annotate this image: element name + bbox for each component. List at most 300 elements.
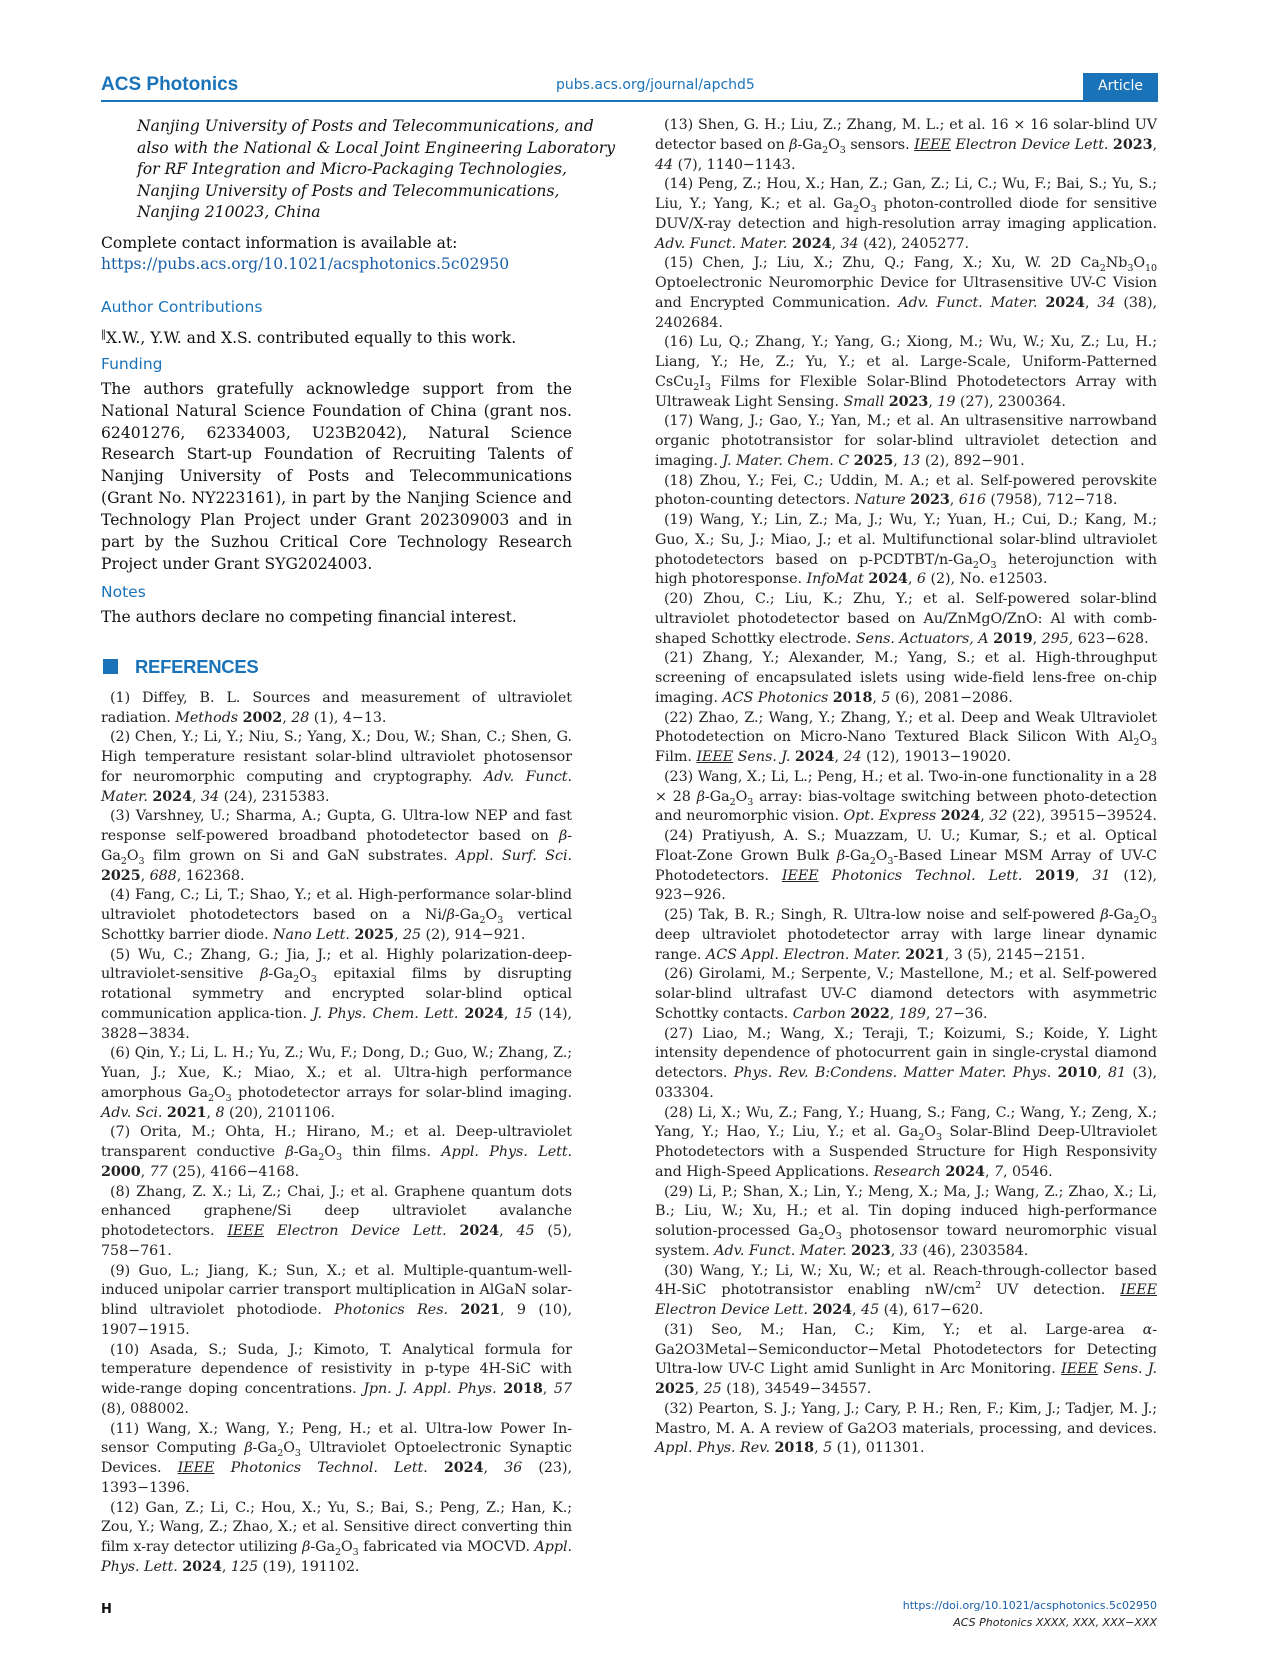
references-heading [101, 656, 572, 678]
reference-text-segment: (14), 3828−3834. [101, 1005, 572, 1042]
reference-item [655, 590, 1157, 649]
reference-text-segment: Sens. Actuators, A [855, 630, 989, 647]
reference-text-segment: O [978, 551, 991, 568]
reference-item [655, 649, 1157, 708]
reference-text-segment: 34 [840, 235, 859, 252]
reference-text-segment: 3 [1127, 263, 1134, 275]
reference-text-segment: IEEE [914, 136, 951, 153]
reference-text-segment: Opt. Express [843, 808, 937, 825]
reference-text-segment: 2019 [1035, 867, 1075, 884]
contact-link[interactable]: https://pubs.acs.org/10.1021/acsphotonics.5c02950 [101, 255, 510, 273]
reference-item [655, 412, 1157, 471]
reference-text-segment: β [244, 1440, 253, 1457]
notes-text: The authors declare no competing financial interest. [101, 607, 517, 626]
reference-text-segment: , [980, 808, 990, 825]
reference-text-segment: Carbon [792, 1005, 846, 1022]
reference-text-segment: 8 [215, 1104, 225, 1121]
reference-text-segment: -Ga [845, 847, 870, 864]
references-heading-label: REFERENCES [135, 655, 259, 677]
reference-text-segment: , [140, 867, 150, 884]
reference-text-segment: Film. [655, 749, 697, 765]
reference-text-segment: (10) Asada, S.; Suda, J.; Kimoto, T. Analytical formula for temperature dependence of resistivity in p-type 4H-SiC with wide-range doping concentrations. [101, 1341, 572, 1397]
reference-text-segment: , [814, 1440, 824, 1457]
reference-text-segment: Electron Device Lett. [950, 136, 1109, 153]
reference-text-segment: IEEE [781, 867, 819, 884]
equal-contribution-marker: ‖ [101, 328, 106, 340]
reference-text-segment: 2024 [794, 749, 835, 765]
contribution-statement: X.W., Y.W. and X.S. contributed equally to this work. [106, 328, 517, 347]
reference-text-segment: , [893, 452, 903, 469]
reference-text-segment: (9) Guo, L.; Jiang, K.; Sun, X.; et al. Multiple-quantum-well-induced unipolar carrier transport multiplication in AlGaN solar-blind ultraviolet photodiode. [101, 1262, 572, 1318]
reference-text-segment: (30) Wang, Y.; Li, W.; Xu, W.; et al. Reach-through-collector based 4H-SiC phototransistor enabling nW/cm [655, 1262, 1157, 1299]
reference-text-segment: , [140, 1163, 150, 1180]
reference-text-segment: , [852, 1302, 862, 1318]
reference-text-segment: 3 [704, 381, 711, 393]
reference-text-segment: 2 [975, 1280, 982, 1292]
reference-text-segment: -Ga [293, 1144, 319, 1160]
reference-text-segment: IEEE [227, 1223, 265, 1239]
reference-text-segment: (12) Gan, Z.; Li, C.; Hou, X.; Yu, S.; Bai, S.; Peng, Z.; Han, K.; Zou, Y.; Wang, Z.; Zhao, X.; et al. Sensitive direct converting thin film x-ray detector utilizing [101, 1499, 572, 1555]
reference-text-segment: Sens. J. [1097, 1361, 1157, 1378]
reference-text-segment: , [483, 1460, 505, 1476]
reference-text-segment: 10 [1145, 263, 1157, 275]
reference-text-segment: , [984, 1163, 994, 1180]
page-header [101, 74, 1158, 102]
reference-text-segment: Photonics Res. [334, 1302, 448, 1318]
reference-text-segment: 2002 [242, 709, 283, 726]
doi-link[interactable]: https://doi.org/10.1021/acsphotonics.5c02950 [902, 1599, 1157, 1612]
reference-text-segment: 2018 [774, 1440, 815, 1457]
reference-text-segment: I [699, 373, 705, 390]
reference-text-segment: , 27−36. [925, 1005, 988, 1022]
reference-text-segment: 2024 [791, 235, 832, 252]
reference-text-segment: 2 [869, 855, 876, 867]
reference-text-segment: (4) Fang, C.; Li, T.; Shao, Y.; et al. High-performance solar-blind ultraviolet photodetectors based on a Ni/ [101, 887, 572, 923]
reference-item [655, 768, 1157, 827]
reference-text-segment: 2024 [459, 1223, 500, 1239]
reference-text-segment: (14) Peng, Z.; Hou, X.; Han, Z.; Gan, Z.; Li, C.; Wu, F.; Bai, S.; Yu, S.; Liu, Y.; Yang, K.; et al. Ga [655, 176, 1157, 212]
reference-text-segment: Adv. Funct. Mater. [101, 768, 572, 805]
reference-text-segment: (38), 2402684. [655, 294, 1157, 331]
reference-text-segment: 2024 [443, 1460, 484, 1476]
reference-text-segment: β [559, 828, 568, 844]
reference-text-segment: , [503, 1005, 515, 1022]
reference-text-segment: O [299, 966, 311, 983]
reference-text-segment: thin films. [341, 1144, 442, 1160]
reference-text-segment: O [283, 1440, 295, 1457]
reference-text-segment: β [285, 1144, 294, 1160]
reference-text-segment: , [928, 393, 938, 410]
reference-text-segment: , [872, 689, 882, 706]
reference-text-segment: 3 [352, 1546, 359, 1558]
reference-text-segment: 25 [402, 926, 422, 943]
author-contributions-text [101, 324, 572, 349]
page-number: H [101, 1602, 112, 1617]
reference-item [101, 1420, 572, 1499]
reference-text-segment: 32 [989, 808, 1008, 825]
reference-item [655, 1183, 1157, 1262]
reference-text-segment: (2), 892−901. [920, 452, 1025, 469]
reference-text-segment: , [889, 1005, 899, 1022]
reference-text-segment: 2025 [655, 1381, 695, 1397]
reference-text-segment: , [890, 1242, 900, 1259]
reference-text-segment: 81 [1107, 1065, 1127, 1081]
contact-label: Complete contact information is available at: [101, 233, 458, 252]
reference-item [101, 946, 572, 1045]
reference-text-segment: epitaxial films by disrupting rotational symmetry and encrypted solar-blind optical communication applica-tion. [101, 966, 573, 1022]
reference-text-segment: 6 [916, 571, 926, 588]
reference-text-segment: β [696, 788, 705, 805]
affiliation [137, 116, 616, 224]
reference-text-segment: 2 [918, 1132, 925, 1144]
reference-text-segment: 2021 [905, 946, 945, 963]
reference-text-segment: (26) Girolami, M.; Serpente, V.; Mastellone, M.; et al. Self-powered solar-blind ultrafast UV-C diamond detectors with asymmetric Schottky contacts. [655, 966, 1157, 1022]
reference-text-segment: Solar-Blind Deep-Ultraviolet Photodetectors with a Suspended Structure for High Responsivity and High-Speed Applications. [655, 1124, 1157, 1180]
reference-text-segment: ACS Photonics [722, 689, 829, 706]
reference-text-segment: 189 [898, 1005, 926, 1022]
reference-text-segment: , [191, 788, 201, 805]
reference-text-segment: 688 [149, 867, 177, 884]
reference-text-segment: photosensor toward neuromorphic visual system. [655, 1223, 1158, 1259]
reference-text-segment: Nb [1105, 255, 1128, 272]
reference-text-segment: 2 [972, 559, 979, 571]
reference-text-segment: (4), 617−620. [879, 1302, 984, 1318]
reference-text-segment: (16) Lu, Q.; Zhang, Y.; Yang, G.; Xiong, M.; Wu, W.; Xu, Z.; Lu, H.; Liang, Y.; He, Z.; Yu, Y.; et al. Large-Scale, Uniform-Patterned CsCu [655, 334, 1157, 390]
reference-text-segment: InfoMat [806, 571, 864, 588]
reference-text-segment: 2 [318, 1151, 325, 1163]
reference-text-segment: 2 [1133, 737, 1140, 749]
reference-item [655, 827, 1157, 906]
reference-text-segment: 25 [703, 1381, 722, 1397]
reference-text-segment: IEEE [1120, 1282, 1157, 1299]
reference-text-segment: photodetector arrays for solar-blind imaging. [231, 1084, 572, 1101]
affiliation-line: Nanjing University of Posts and Telecommunications, and [137, 117, 594, 135]
author-contributions-heading: Author Contributions [101, 297, 263, 316]
reference-text-segment: Nano Lett. [272, 926, 350, 943]
reference-text-segment: (25) Tak, B. R.; Singh, R. Ultra-low noise and self-powered [664, 907, 1101, 923]
reference-text-segment: 2025 [853, 452, 894, 469]
reference-text-segment: 2024 [812, 1302, 853, 1318]
reference-text-segment: (23), 1393−1396. [101, 1460, 572, 1496]
reference-item [655, 906, 1157, 965]
reference-text-segment: , [949, 492, 959, 509]
reference-text-segment: (3), 033304. [655, 1065, 1158, 1101]
reference-text-segment: 34 [200, 788, 220, 805]
reference-text-segment: (22), 39515−39524. [1007, 808, 1157, 825]
reference-text-segment: (5), 758−761. [101, 1223, 572, 1259]
reference-text-segment: (18), 34549−34557. [721, 1381, 872, 1397]
reference-text-segment: Appl. Phys. Rev. [655, 1440, 770, 1457]
affiliation-line: Nanjing 210023, China [137, 203, 321, 221]
reference-text-segment: deep ultraviolet photodetector array with large linear dynamic range. [655, 926, 1157, 963]
reference-text-segment: 2 [693, 381, 700, 393]
reference-text-segment: Adv. Sci. [101, 1104, 163, 1121]
reference-text-segment: -Ga2O3Metal−Semiconductor−Metal Photodetectors for Detecting Ultra-low UV-C Light amid Sunlight in Arc Monitoring. [655, 1321, 1157, 1378]
reference-text-segment: 2023 [851, 1242, 891, 1259]
reference-text-segment: 3 [1151, 914, 1157, 926]
reference-text-segment: (24) Pratiyush, A. S.; Muazzam, U. U.; Kumar, S.; et al. Optical Float-Zone Grown Bulk [655, 828, 1157, 864]
reference-text-segment: 2024 [1045, 294, 1085, 311]
reference-text-segment: 15 [514, 1005, 533, 1022]
reference-text-segment: J. Phys. Chem. Lett. [312, 1005, 459, 1022]
reference-text-segment: 2024 [182, 1558, 222, 1575]
reference-text-segment: , 162368. [176, 867, 245, 884]
reference-text-segment: (28) Li, X.; Wu, Z.; Fang, Y.; Huang, S.; Fang, C.; Wang, Y.; Zeng, X.; Yang, Y.; Hao, Y.; Liu, Y.; et al. Ga [655, 1104, 1157, 1141]
reference-text-segment: β [446, 907, 455, 923]
reference-text-segment: (13) Shen, G. H.; Liu, Z.; Zhang, M. L.; et al. 16 × 16 solar-blind UV detector based on [655, 117, 1157, 153]
reference-text-segment: O [1139, 907, 1151, 923]
reference-text-segment: , [834, 749, 844, 765]
reference-text-segment: O [1139, 729, 1151, 746]
reference-text-segment: (1) Diffey, B. L. Sources and measurement of ultraviolet radiation. [101, 689, 572, 726]
reference-text-segment: film grown on Si and GaN substrates. [144, 847, 457, 864]
reference-text-segment: , [694, 1381, 704, 1397]
reference-text-segment: UV detection. [981, 1282, 1121, 1299]
reference-text-segment: (25), 4166−4168. [167, 1163, 300, 1180]
reference-text-segment: 2 [822, 144, 829, 156]
reference-text-segment: (29) Li, P.; Shan, X.; Lin, Y.; Meng, X.; Ma, J.; Wang, Z.; Zhao, X.; Li, B.; Liu, W.; Xu, H.; et al. Tin doping induced high-performance solution-processed Ga [655, 1183, 1157, 1239]
reference-text-segment: O [858, 196, 871, 212]
reference-text-segment: 2023 [1112, 136, 1153, 153]
reference-text-segment: 2025 [101, 867, 141, 884]
reference-text-segment: Appl. Phys. Lett. [441, 1144, 573, 1160]
reference-text-segment: (2), 914−921. [421, 926, 526, 943]
reference-text-segment: vertical Schottky barrier diode. [101, 907, 572, 943]
reference-text-segment: photon-controlled diode for sensitive DUV/X-ray detection and high-resolution array imaging application. [655, 196, 1158, 232]
reference-text-segment: Research [873, 1163, 941, 1180]
reference-text-segment: 2010 [1057, 1065, 1098, 1081]
reference-item [101, 807, 572, 886]
reference-item [655, 1104, 1157, 1183]
reference-text-segment: (42), 2405277. [858, 235, 970, 252]
reference-text-segment: (1), 011301. [832, 1440, 925, 1457]
reference-text-segment: 3 [839, 144, 846, 156]
reference-item [101, 886, 572, 945]
reference-text-segment: O [875, 847, 888, 864]
reference-text-segment: 3 [835, 1230, 842, 1242]
reference-item [655, 333, 1157, 412]
reference-text-segment: IEEE [177, 1460, 215, 1476]
reference-text-segment: 31 [1092, 867, 1111, 884]
reference-text-segment: (27), 2300364. [955, 393, 1066, 410]
reference-text-segment: 2022 [850, 1005, 890, 1022]
reference-item [655, 965, 1157, 1024]
reference-item [101, 1341, 572, 1420]
reference-text-segment: 2023 [888, 393, 929, 410]
reference-text-segment: (2) Chen, Y.; Li, Y.; Niu, S.; Yang, X.; Dou, W.; Shan, C.; Shen, G. High temperature resistant solar-blind ultraviolet photosensor for neuromorphic computing and cryptography. [101, 729, 572, 785]
reference-text-segment: O [735, 788, 748, 805]
reference-text-segment: 3 [747, 796, 754, 808]
reference-text-segment: IEEE [696, 749, 734, 765]
reference-text-segment: Sens. J. [733, 749, 791, 765]
funding-text: The authors gratefully acknowledge support from the National Natural Science Foundation of China (grant nos. 62401276, 62334003, U23B2042), Natural Science Research Start-up Foundation of Recruiting Talents of Nanjing University of Posts and Telecommunications (Grant No. NY223161), in part by the Nanjing Science and Technology Plan Project under Grant 202309003 and in part by the Suzhou Critical Core Technology Research Project under Grant SYG2024003. [101, 379, 572, 573]
reference-text-segment: 3 [138, 855, 145, 867]
reference-text-segment: 2 [852, 203, 859, 215]
reference-text-segment: (12), 923−926. [655, 867, 1158, 904]
reference-text-segment: 3 [225, 1092, 232, 1104]
reference-text-segment: 24 [843, 749, 862, 765]
reference-text-segment [448, 1302, 460, 1318]
reference-text-segment: Adv. Funct. Mater. [655, 235, 788, 252]
reference-text-segment: (32) Pearton, S. J.; Yang, J.; Cary, P. H.; Ren, F.; Kim, J.; Tadjer, M. J.; Mastro, M. A. A review of Ga2O3 materials, processing, and devices. [655, 1400, 1157, 1437]
reference-text-segment: -Based Linear MSM Array of UV-C Photodetectors. [655, 847, 1157, 884]
reference-text-segment: , [907, 571, 917, 588]
reference-text-segment: 125 [230, 1558, 259, 1575]
reference-text-segment: 5 [881, 689, 891, 706]
reference-text-segment: , [1097, 1065, 1108, 1081]
reference-text-segment: -Ga [310, 1539, 335, 1555]
journal-url-link[interactable]: pubs.acs.org/journal/apchd5 [556, 77, 755, 93]
affiliation-line: for RF Integration and Micro-Packaging Technologies, [137, 160, 567, 178]
reference-text-segment: Films for Flexible Solar-Blind Photodetectors Array with Ultraweak Light Sensing. [655, 373, 1157, 410]
reference-item [101, 728, 572, 807]
reference-text-segment: 2024 [152, 788, 192, 805]
reference-text-segment: Phys. Rev. B:Condens. Matter Mater. Phys. [733, 1065, 1052, 1081]
reference-text-segment: 36 [504, 1460, 523, 1476]
reference-item [655, 511, 1157, 590]
notes-heading: Notes [101, 582, 146, 601]
reference-text-segment: O [341, 1539, 353, 1555]
reference-text-segment: -Ga [704, 788, 730, 805]
reference-text-segment: (8), 088002. [101, 1400, 189, 1417]
reference-text-segment: IEEE [1061, 1361, 1098, 1378]
reference-text-segment: , 9 (10), 1907−1915. [101, 1302, 572, 1338]
reference-text-segment: (22) Zhao, Z.; Wang, Y.; Zhang, Y.; et al. Deep and Weak Ultraviolet Photodetection on Micro-Nano Textured Black Silicon With Al [655, 709, 1157, 746]
reference-list-left [101, 689, 572, 1578]
reference-text-segment: Nature [854, 492, 906, 509]
reference-list-right [655, 116, 1157, 1459]
reference-item [655, 175, 1157, 254]
reference-text-segment: 3 [310, 974, 317, 986]
reference-text-segment: 2 [293, 974, 300, 986]
reference-text-segment: Appl. Phys. Lett. [101, 1539, 572, 1575]
reference-text-segment: , [206, 1104, 216, 1121]
reference-item [101, 689, 572, 729]
reference-text-segment: O [828, 136, 840, 153]
reference-text-segment: (27) Liao, M.; Wang, X.; Teraji, T.; Koizumi, S.; Koide, Y. Light intensity dependence of photocurrent gain in single-crystal diamond detectors. [655, 1025, 1157, 1081]
reference-text-segment: O [485, 907, 498, 923]
reference-text-segment: , [1084, 294, 1098, 311]
reference-text-segment: (46), 2303584. [917, 1242, 1029, 1259]
right-column [655, 116, 1157, 1459]
reference-text-segment: (24), 2315383. [219, 788, 330, 805]
reference-text-segment: 2018 [503, 1381, 543, 1397]
reference-text-segment: (19), 191102. [258, 1558, 360, 1575]
reference-item [655, 472, 1157, 512]
reference-text-segment: O [824, 1223, 836, 1239]
reference-text-segment: , [282, 709, 292, 726]
reference-text-segment: β [789, 136, 798, 153]
funding-heading: Funding [101, 354, 163, 373]
reference-text-segment: 2021 [460, 1302, 500, 1318]
left-column [101, 116, 616, 1578]
reference-text-segment: J. Mater. Chem. C [722, 452, 850, 469]
reference-text-segment: ACS Appl. Electron. Mater. [705, 946, 901, 963]
reference-text-segment: (6) Qin, Y.; Li, L. H.; Yu, Z.; Wu, F.; Dong, D.; Guo, W.; Zhang, Z.; Yuan, J.; Xue, K.; Miao, X.; et al. Ultra-high performance amorphous Ga [101, 1045, 572, 1101]
reference-text-segment: , [499, 1223, 517, 1239]
reference-text-segment: Small [843, 393, 885, 410]
reference-text-segment: (2), No. e12503. [925, 571, 1048, 588]
reference-text-segment: 2 [1133, 914, 1140, 926]
reference-text-segment: Jpn. J. Appl. Phys. [363, 1381, 497, 1397]
reference-text-segment: 3 [294, 1448, 301, 1460]
reference-text-segment: 2 [277, 1448, 284, 1460]
reference-text-segment: , [393, 926, 403, 943]
reference-item [655, 1321, 1157, 1400]
reference-text-segment: 2024 [940, 808, 981, 825]
reference-text-segment: β [1100, 907, 1109, 923]
reference-text-segment: , 623−628. [1068, 630, 1149, 647]
reference-text-segment: 2024 [464, 1005, 504, 1022]
reference-text-segment: 28 [291, 709, 310, 726]
reference-text-segment: 2023 [910, 492, 950, 509]
reference-text-segment: (31) Seo, M.; Han, C.; Kim, Y.; et al. Large-area [664, 1321, 1143, 1338]
reference-item [101, 1499, 572, 1578]
reference-text-segment: (7), 1140−1143. [673, 156, 796, 173]
reference-text-segment: (23) Wang, X.; Li, L.; Peng, H.; et al. Two-in-one functionality in a 28 × 28 [655, 768, 1157, 805]
article-type-badge: Article [1083, 73, 1158, 100]
reference-text-segment: 44 [655, 156, 674, 173]
reference-text-segment: (7) Orita, M.; Ohta, H.; Hirano, M.; et al. Deep-ultraviolet transparent conductive [101, 1124, 572, 1160]
reference-text-segment: 2024 [868, 571, 908, 588]
reference-text-segment: , [1074, 867, 1093, 884]
reference-text-segment: 2 [729, 796, 736, 808]
reference-text-segment: (15) Chen, J.; Liu, X.; Zhu, Q.; Fang, X.; Xu, W. 2D Ca [664, 255, 1100, 272]
reference-text-segment: , [542, 1381, 554, 1397]
reference-text-segment: 2000 [101, 1163, 141, 1180]
reference-text-segment: 2024 [945, 1163, 985, 1180]
reference-text-segment: (12), 19013−19020. [861, 749, 1012, 765]
reference-text-segment: Electron Device Lett. [655, 1302, 808, 1318]
reference-text-segment: 2019 [993, 630, 1033, 647]
reference-text-segment: , [221, 1558, 231, 1575]
reference-text-segment: 5 [823, 1440, 833, 1457]
section-square-icon [103, 659, 118, 674]
reference-text-segment: Appl. Surf. Sci. [456, 847, 573, 864]
reference-text-segment: Optoelectronic Neuromorphic Device for Ultrasensitive UV-C Vision and Encrypted Communication. [655, 275, 1157, 311]
reference-text-segment: Methods [175, 709, 239, 726]
reference-text-segment: 295 [1041, 630, 1069, 647]
reference-text-segment: 2 [335, 1546, 341, 1558]
reference-text-segment: O [324, 1144, 336, 1160]
reference-text-segment: (19) Wang, Y.; Lin, Z.; Ma, J.; Wu, Y.; Yuan, H.; Cui, D.; Kang, M.; Guo, X.; Su, J.; Miao, J.; et al. Multifunctional solar-blind ultraviolet photodetectors based on p-PCDTBT/n-Ga [655, 512, 1157, 568]
reference-text-segment: (11) Wang, X.; Wang, Y.; Peng, H.; et al. Ultra-low Power In-sensor Computing [101, 1420, 572, 1457]
reference-text-segment: (1), 4−13. [309, 709, 387, 726]
reference-text-segment: (18) Zhou, Y.; Fei, C.; Uddin, M. A.; et al. Self-powered perovskite photon-counting detectors. [655, 472, 1157, 509]
reference-text-segment: -Ga [454, 907, 480, 923]
reference-text-segment: 2 [1099, 263, 1106, 275]
reference-text-segment: Adv. Funct. Mater. [898, 294, 1038, 311]
reference-text-segment: 7 [993, 1163, 1003, 1180]
reference-text-segment: 3 [335, 1151, 342, 1163]
reference-text-segment: Electron Device Lett. [264, 1223, 447, 1239]
reference-text-segment: , [1152, 136, 1158, 153]
reference-text-segment: 57 [553, 1381, 572, 1397]
journal-citation: ACS Photonics XXXX, XXX, XXX−XXX [953, 1616, 1157, 1629]
reference-text-segment [428, 1460, 444, 1476]
journal-name[interactable]: ACS Photonics [101, 74, 239, 95]
reference-item [655, 1400, 1157, 1459]
reference-text-segment: Photonics Technol. Lett. [818, 867, 1023, 884]
reference-text-segment: 2 [479, 914, 486, 926]
reference-text-segment: 2018 [832, 689, 873, 706]
reference-text-segment: (7958), 712−718. [985, 492, 1118, 509]
reference-text-segment: , 0546. [1002, 1163, 1053, 1180]
reference-item [655, 254, 1157, 333]
reference-text-segment: 2 [818, 1230, 825, 1242]
reference-text-segment: , 3 (5), 2145−2151. [944, 946, 1086, 963]
footer-citation [903, 1597, 1157, 1631]
